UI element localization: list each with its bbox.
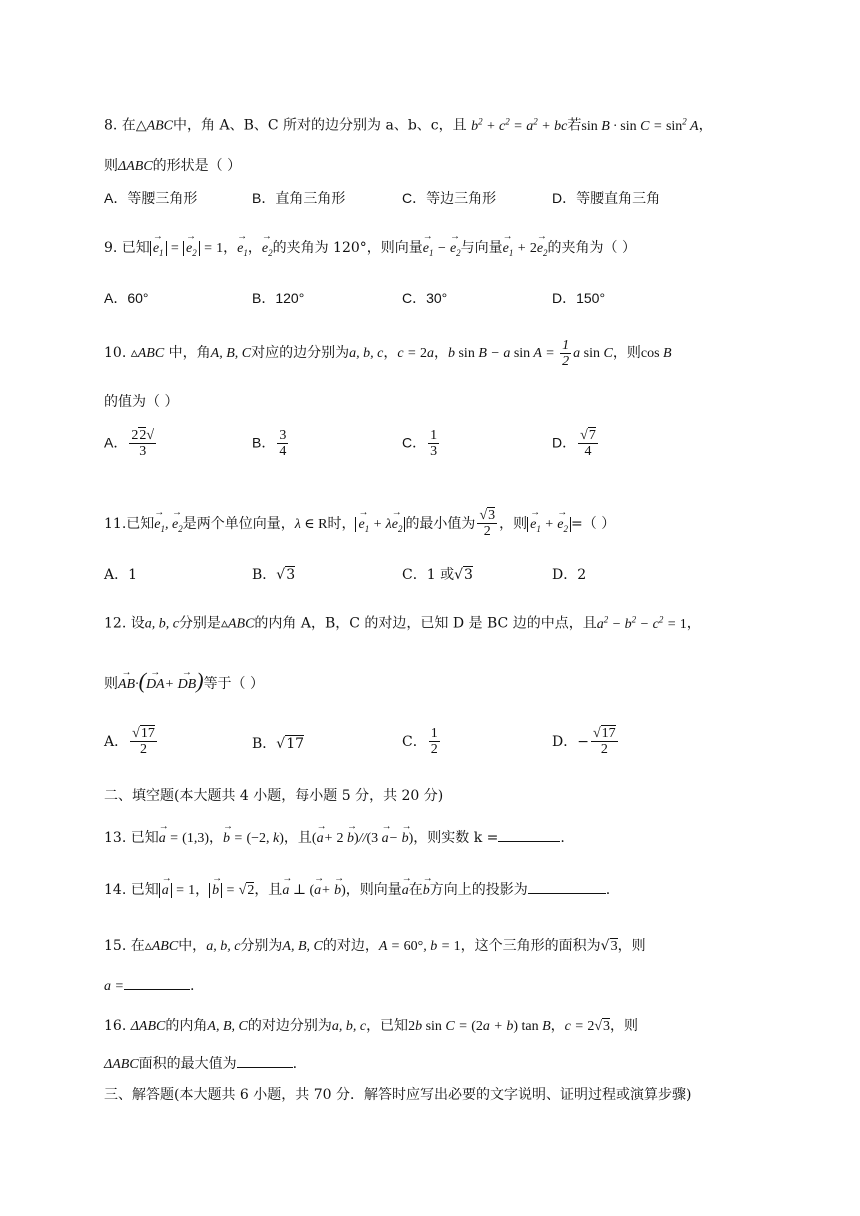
math-vec-a: → a = (1,3) xyxy=(159,831,209,846)
q11-mid3: 的最小值为 xyxy=(405,515,476,532)
q11-option-b: B．√3 xyxy=(252,567,296,583)
q11-mid: 是两个单位向量， xyxy=(182,515,295,532)
q16-mid3: ，已知 xyxy=(366,1018,409,1034)
q14-answer-blank[interactable] xyxy=(528,893,606,894)
q9-mid1: ， xyxy=(223,240,238,256)
math-sides: a, b, c xyxy=(144,616,179,632)
q11-option-c: C．1 或√3 xyxy=(402,567,473,583)
q13-suffix: ，则实数 k = xyxy=(413,830,499,846)
q9-mid2: 的夹角为 120°，则向量 xyxy=(272,240,423,256)
math-norm-a: → a = 1 xyxy=(159,883,195,898)
q12-option-a-letter: A． xyxy=(104,733,129,750)
q12-option-a xyxy=(104,726,159,758)
q12-option-c xyxy=(402,726,442,758)
math-condition: 2b sin C = (2a + b) tan B xyxy=(408,1019,551,1034)
math-sqrt3: 3 xyxy=(610,939,618,954)
q12-option-b: B．√17 xyxy=(252,736,305,752)
question-16-line-1 xyxy=(104,1018,638,1036)
q12-mid: 分别是 xyxy=(178,615,221,632)
math-unit-norms: → $e_1$ = → $e_2 = 1$ xyxy=(150,241,223,256)
math-vec-a: → a xyxy=(402,883,409,898)
math-vec-b: → b = (−2, k) xyxy=(223,831,284,846)
q16-mid2: 的对边分别为 xyxy=(247,1018,332,1034)
math-triangle-abc: ▵ABC xyxy=(130,346,165,362)
math-a2-b2-c2: $a^2 - b^2 - c^2 = 1$ xyxy=(596,614,687,632)
math-sin-relation: $\sin B \cdot \sin C = \sin^2 A$ xyxy=(581,116,699,134)
q8-option-b: B．直角三角形 xyxy=(252,190,346,206)
q15-mid2: 分别为 xyxy=(240,938,283,954)
q8-option-a: A．等腰三角形 xyxy=(104,190,198,206)
q8-option-c: C．等边三角形 xyxy=(402,190,497,206)
q15-line2: a = xyxy=(104,979,124,994)
q14-mid3: 在 xyxy=(408,882,423,898)
q15-mid3: 的对边， xyxy=(322,938,379,954)
section-3-heading: 三、解答题(本大题共 6 小题，共 70 分．解答时应写出必要的文字说明、证明过程或演算步骤) xyxy=(104,1087,692,1103)
math-angles: A, B, C xyxy=(282,939,323,954)
q9-option-d: D．150° xyxy=(552,290,606,306)
q16-prefix: 16. xyxy=(104,1018,127,1034)
math-e1-minus-e2: → $e_1$ − → $e_2$ xyxy=(423,241,461,256)
q12-option-c-letter: C． xyxy=(402,733,427,750)
math-sine-eq: b sin B − a sin A = $\frac{1}{2}$ a sin C xyxy=(447,338,613,370)
q11-option-c-text: C．1 或 xyxy=(402,567,455,583)
q15-mid: 中， xyxy=(178,938,207,954)
q15-prefix: 15. 在 xyxy=(104,938,145,954)
math-sides: a, b, c xyxy=(331,1019,367,1034)
math-triangle-abc: ΔABC xyxy=(130,1019,166,1034)
q8-cond: 若 xyxy=(567,117,582,134)
q11-prefix: 11.已知 xyxy=(104,515,155,532)
question-8-line-2 xyxy=(104,158,241,176)
q15-suffix: ，则 xyxy=(617,938,646,954)
math-cosb: cos B xyxy=(640,346,672,362)
math-lambda-in-r: λ ∈ R xyxy=(294,516,328,532)
q12-option-b-letter: B． xyxy=(252,736,277,752)
q8-prefix: 8. 在 xyxy=(104,117,136,134)
q12-option-d-letter: D． xyxy=(552,733,578,750)
question-12-line-2 xyxy=(104,668,264,694)
math-triangle-abc: ▵ABC xyxy=(144,939,179,954)
math-sqrt3-over-2: $\frac{√3}{2}$ xyxy=(479,508,496,540)
q10-option-a xyxy=(104,428,158,460)
q12-prefix: 12. 设 xyxy=(104,615,145,632)
math-e1: → $e_1$ xyxy=(237,241,248,256)
question-11 xyxy=(104,508,615,540)
q13-prefix: 13. 已知 xyxy=(104,830,159,846)
math-triangle-abc: △ABC xyxy=(135,118,174,134)
question-9: 9. 已知→ $e_1$ = → $e_2 = 1$，→ $e_1$，→ $e_2$的夹角为 120°，则向量→ $e_1$ − → $e_2$与向量→ $e_1 + 2\to e_2$的夹角为（ ） xyxy=(104,240,636,259)
math-norm-e1-lambda-e2: → $e_1 + \lambda\to e_2$ xyxy=(355,517,405,532)
q16-answer-blank[interactable] xyxy=(237,1067,293,1068)
question-10-line-1: 10. ▵ABC 中，角A, B, C对应的边分别为a, b, c，c = 2a，b sin B − a sin A = $\frac{1}{2}$ a sin C，则cos B xyxy=(104,338,672,370)
question-15-line-1: 15. 在▵ABC中，a, b, c分别为A, B, C的对边，A = 60°, b = 1，这个三角形的面积为√3，则 xyxy=(104,938,646,954)
math-condition: $b^2 + c^2 = a^2$ + bc xyxy=(471,116,568,134)
q14-prefix: 14. 已知 xyxy=(104,882,159,898)
math-c-2sqrt3: c = 2√3 xyxy=(564,1019,611,1034)
q16-line2-suffix: 面积的最大值为 xyxy=(138,1056,237,1072)
q16-mid: 的内角 xyxy=(165,1018,208,1034)
q10-option-d-value: $\frac{√7}{4}$ xyxy=(580,428,596,460)
q14-mid2: ，则向量 xyxy=(345,882,402,898)
question-16-line-2: ΔABC面积的最大值为 . xyxy=(104,1056,298,1072)
q11-option-d: D．2 xyxy=(552,567,587,583)
q16-mid4: ， xyxy=(550,1018,565,1034)
q11-suffix: =（ ） xyxy=(571,515,616,532)
q10-option-a-letter: A． xyxy=(104,434,128,451)
q12-option-d: D．− $\frac{√17}{2}$ xyxy=(552,726,616,758)
question-15-line-2: a = . xyxy=(104,978,195,994)
q10-option-c-value: $\frac{1}{3}$ xyxy=(430,428,438,460)
q15-mid4: ，这个三角形的面积为 xyxy=(460,938,601,954)
q10-mid2: 对应的边分别为 xyxy=(251,345,350,362)
question-14: 14. 已知→ a = 1，→ b = √2，且→ a ⊥ (→ a+ → b)，则向量→ a在→ b方向上的投影为 . xyxy=(104,882,610,900)
q12-mid2: 的内角 A，B，C 的对边，已知 D 是 BC 边的中点，且 xyxy=(254,615,597,632)
q10-option-b xyxy=(252,428,290,460)
math-e1-e2: → $e_1$, → $e_2$ xyxy=(154,517,182,532)
q8-option-d: D．等腰直角三角 xyxy=(552,190,661,206)
q11-option-a: A．1 xyxy=(104,567,138,583)
section-2-heading: 二、填空题(本大题共 4 小题，每小题 5 分，共 20 分) xyxy=(104,788,444,804)
q10-option-c-letter: C． xyxy=(402,434,427,451)
math-c-2a: c = 2a xyxy=(397,346,434,362)
q14-mid: ，且 xyxy=(254,882,283,898)
q8-mid: 中，角 A、B、C 所对的边分别为 a、b、c，且 xyxy=(173,117,467,134)
math-angles: A, B, C xyxy=(210,346,252,362)
q13-mid: ，且 xyxy=(283,830,312,846)
q9-option-a: A．60° xyxy=(104,290,149,306)
question-10-line-2: 的值为（ ） xyxy=(104,394,179,410)
math-ab-dot: → AB·(→ DA+ → DB) xyxy=(118,677,204,692)
q10-option-b-value: $\frac{3}{4}$ xyxy=(279,428,287,460)
q10-option-a-value: $\frac{22√}{3}$ xyxy=(131,428,155,460)
q8-line2-prefix: 则 xyxy=(104,158,118,174)
math-e1-plus-2e2: → $e_1 + 2\to e_2$ xyxy=(503,241,548,256)
math-norm-e1-plus-e2: → $e_1$ + → $e_2$ xyxy=(527,517,571,532)
question-13: 13. 已知→ a = (1,3)，→ b = (−2, k)，且(→ a+ 2 → b)//(3 → a− → b)，则实数 k = . xyxy=(104,830,565,848)
q14-suffix: 方向上的投影为 xyxy=(429,882,528,898)
math-sides: a, b, c xyxy=(349,346,384,362)
math-angles: A, B, C xyxy=(207,1019,248,1034)
math-vec-b: → b xyxy=(423,883,430,898)
q13-answer-blank[interactable] xyxy=(498,841,560,842)
math-parallel: (→ a+ 2 → b)//(3 → a− → b) xyxy=(312,831,413,846)
q9-option-c: C．30° xyxy=(402,290,448,306)
q9-prefix: 9. 已知 xyxy=(104,240,150,256)
math-triangle-abc: ΔABC xyxy=(118,159,153,174)
math-triangle-abc: ▵ABC xyxy=(220,616,255,632)
q12-line2-suffix: 等于（ ） xyxy=(203,676,265,692)
question-12-line-1: 12. 设a, b, c分别是▵ABC的内角 A，B，C 的对边，已知 D 是 BC 边的中点，且$a^2 - b^2 - c^2 = 1$， xyxy=(104,614,701,632)
q10-option-d-letter: D． xyxy=(552,434,577,451)
q11-option-b-letter: B． xyxy=(252,567,277,583)
q10-option-c xyxy=(402,428,441,460)
question-8-line-1: 8. 在△ABC中，角 A、B、C 所对的边分别为 a、b、c，且 $b^2 + c^2 = a^2$ + bc若$\sin B \cdot \sin C = \sin^2 A$， xyxy=(104,116,713,134)
q12-option-c-value: $\frac{1}{2}$ xyxy=(430,726,438,758)
q10-prefix: 10. xyxy=(104,345,127,362)
q9-mid3: 与向量 xyxy=(460,240,503,256)
q9-option-b: B．120° xyxy=(252,290,305,306)
math-e2: → $e_2$ xyxy=(262,241,273,256)
q16-suffix: ，则 xyxy=(610,1018,639,1034)
q10-option-d xyxy=(552,428,600,460)
q9-suffix: 的夹角为（ ） xyxy=(547,240,636,256)
q10-mid: 中，角 xyxy=(168,345,211,362)
q10-then: ，则 xyxy=(612,345,641,362)
q8-line2-suffix: 的形状是（ ） xyxy=(152,158,242,174)
q15-answer-blank[interactable] xyxy=(124,989,190,990)
q12-option-d-value: $\frac{√17}{2}$ xyxy=(592,726,616,758)
q10-option-b-letter: B． xyxy=(252,434,276,451)
q11-mid2: 时， xyxy=(327,515,356,532)
q12-line2-prefix: 则 xyxy=(104,676,118,692)
math-perp: → a ⊥ (→ a+ → b) xyxy=(282,883,345,898)
math-norm-b: → b = √2 xyxy=(209,882,254,898)
q11-mid4: ，则 xyxy=(499,515,528,532)
q12-option-a-value: $\frac{√17}{2}$ xyxy=(132,726,155,758)
math-sides: a, b, c xyxy=(206,939,241,954)
math-triangle-abc: ΔABC xyxy=(104,1057,139,1072)
math-a60-b1: A = 60°, b = 1 xyxy=(378,939,461,954)
